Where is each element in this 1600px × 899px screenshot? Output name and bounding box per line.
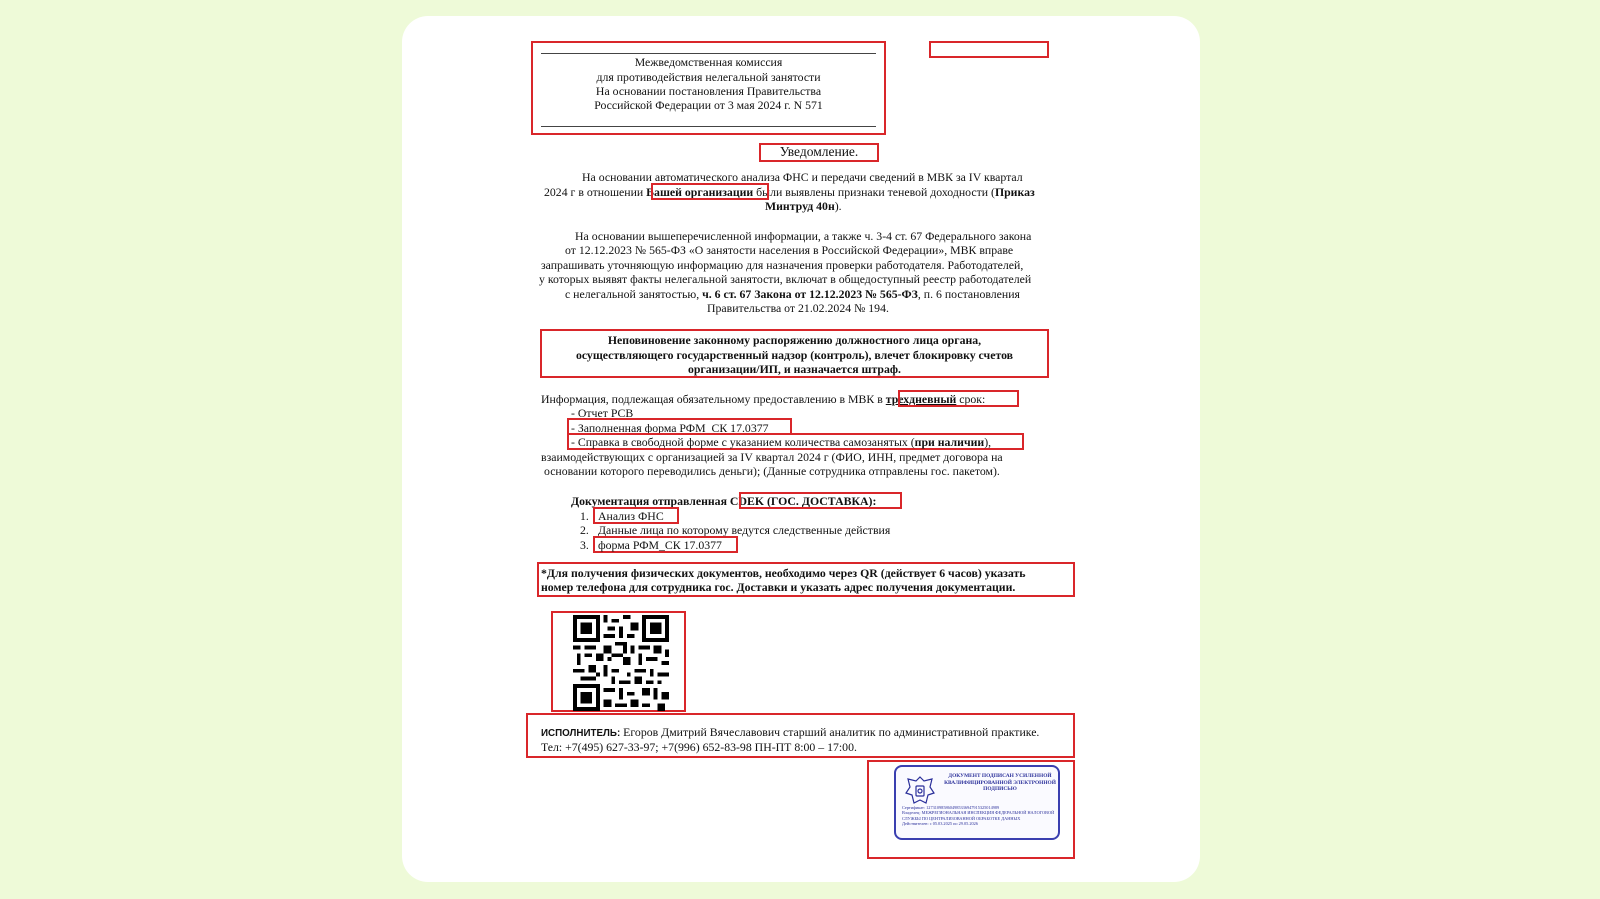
info-item-2: - Заполненная форма РФМ_СК 17.0377 [571, 421, 769, 435]
stamp-title: ДОКУМЕНТ ПОДПИСАН УСИЛЕННОЙ КВАЛИФИЦИРОВАННОЙ ЭЛЕКТРОННОЙ ПОДПИСЬЮ [944, 773, 1056, 793]
executor-name: Егоров Дмитрий Вячеславович старший аналитик по административной практике. [620, 725, 1040, 739]
header-line-3: На основании постановления Правительства [595, 84, 822, 98]
order-text-2: Минтруд 40н [765, 199, 835, 213]
info-line-1a: Информация, подлежащая обязательному предоставлению в МВК [541, 392, 878, 406]
para2-line-4: у которых выявят факты нелегальной занятости, включат в общедоступный реестр работодателей [539, 272, 1032, 286]
three-day-text: трехдневный [885, 392, 957, 406]
docs-item-3-num: 3. [580, 538, 589, 552]
docs-item-1: Анализ ФНС [598, 509, 664, 523]
empty-highlight-box [929, 41, 1049, 58]
warning-text-2: осуществляющего государственный надзор (контроль), влечет блокировку счетов [575, 348, 1014, 362]
qr-note-line-1 [541, 566, 1025, 581]
info-line-1b: в [877, 392, 886, 406]
qr-note-text-2: номер телефона для сотрудника гос. Доставки и указать адрес получения документации. [541, 580, 1016, 594]
para1-line-2 [544, 185, 1035, 200]
if-available-text: при наличии [914, 435, 985, 449]
warning-line-3 [540, 362, 1049, 377]
header-line-4: Российской Федерации от 3 мая 2024 г. N 571 [594, 98, 823, 112]
docs-heading-a: Документация отправленная [571, 494, 730, 508]
info-item-1: - Отчет РСВ [571, 406, 634, 420]
qr-note-line-2 [541, 580, 1015, 595]
electronic-signature-stamp [894, 765, 1060, 840]
three-day-highlight [898, 390, 1019, 407]
docs-item-2-num: 2. [580, 523, 589, 537]
stamp-owner: Владелец: МЕЖРЕГИОНАЛЬНАЯ ИНСПЕКЦИЯ ФЕДЕРАЛЬНОЙ НАЛОГОВОЙ СЛУЖБЫ ПО ЦЕНТРАЛИЗОВАННОЙ ОБРАБОТКЕ ДАННЫХ [902, 810, 1055, 821]
warning-text-3: организации/ИП, и назначается штраф. [687, 362, 902, 376]
para1-line-1: На основании автоматического анализа ФНС и передачи сведений в МВК за IV квартал [582, 170, 1023, 184]
para2-line-5 [565, 287, 1020, 302]
para1-line-2a: 2024 г в отношении [544, 185, 647, 199]
para2-line-5a: с нелегальной занятостью, [565, 287, 703, 301]
para2-line-6: Правительства от 21.02.2024 № 194. [707, 301, 889, 315]
para2-line-1: На основании вышеперечисленной информации, а также ч. 3-4 ст. 67 Федерального закона [575, 229, 1032, 243]
warning-line-2 [540, 348, 1049, 363]
stamp-cert: Сертификат: 1273109858604985336947915325014989 [902, 805, 1000, 810]
info-item-3a: - Справка в свободной форме с указанием количества самозанятых ( [571, 435, 915, 449]
your-organization-highlight [651, 183, 769, 200]
order-text: Приказ [994, 185, 1035, 199]
law-reference: ч. 6 ст. 67 Закона от 12.12.2023 № 565-ФЗ [702, 287, 918, 301]
warning-line-1 [540, 333, 1049, 348]
stamp-valid: Действителен: с 05.03.2025 по 29.05.2026 [902, 821, 978, 827]
executor-line-2: Тел: +7(495) 627-33-97; +7(996) 652-83-98 ПН-ПТ 8:00 – 17:00. [541, 740, 857, 754]
para1-line-3 [765, 199, 842, 214]
docs-item-3: форма РФМ_СК 17.0377 [598, 538, 722, 552]
header-bottom-rule [541, 126, 876, 127]
para1-line-3-end: ). [834, 199, 842, 213]
info-line-6: основании которого переводились деньги); (Данные сотрудника отправлены гос. пакетом). [544, 464, 1000, 478]
header-line-2: для противодействия нелегальной занятости [596, 70, 821, 84]
docs-item-1-num: 1. [580, 509, 589, 523]
warning-text-1: Неповиновение законному распоряжению должностного лица органа, [607, 333, 982, 347]
para2-line-3: запрашивать уточняющую информацию для назначения проверки работодателя. Работодателей, [541, 258, 1024, 272]
your-organization-text: Вашей организации [646, 185, 754, 199]
info-line-1d: срок: [956, 392, 986, 406]
info-item-3c: ), [984, 435, 992, 449]
page-title: Уведомление. [779, 144, 859, 159]
cdek-highlight [739, 492, 902, 509]
para1-line-2c: были выявлены признаки теневой доходности ( [753, 185, 995, 199]
header-line-1: Межведомственная комиссия [634, 55, 783, 69]
info-item-3 [571, 435, 991, 450]
para2-line-5c: , п. 6 постановления [917, 287, 1020, 301]
stamp-details [902, 805, 1058, 827]
qr-code-icon[interactable] [573, 615, 669, 711]
header-top-rule [541, 53, 876, 54]
para2-line-2: от 12.12.2023 № 565-ФЗ «О занятости населения в Российской Федерации», МВК вправе [565, 243, 1014, 257]
coat-of-arms-icon [902, 773, 938, 809]
docs-item-2: Данные лица по которому ведутся следственные действия [598, 523, 891, 537]
info-line-5: взаимодействующих с организацией за IV квартал 2024 г (ФИО, ИНН, предмет договора на [541, 450, 1003, 464]
qr-note-text-1: *Для получения физических документов, необходимо через QR (действует 6 часов) указать [541, 566, 1026, 580]
cdek-text: CDEK (ГОС. ДОСТАВКА): [729, 494, 877, 508]
executor-label: ИСПОЛНИТЕЛЬ: [541, 728, 621, 739]
